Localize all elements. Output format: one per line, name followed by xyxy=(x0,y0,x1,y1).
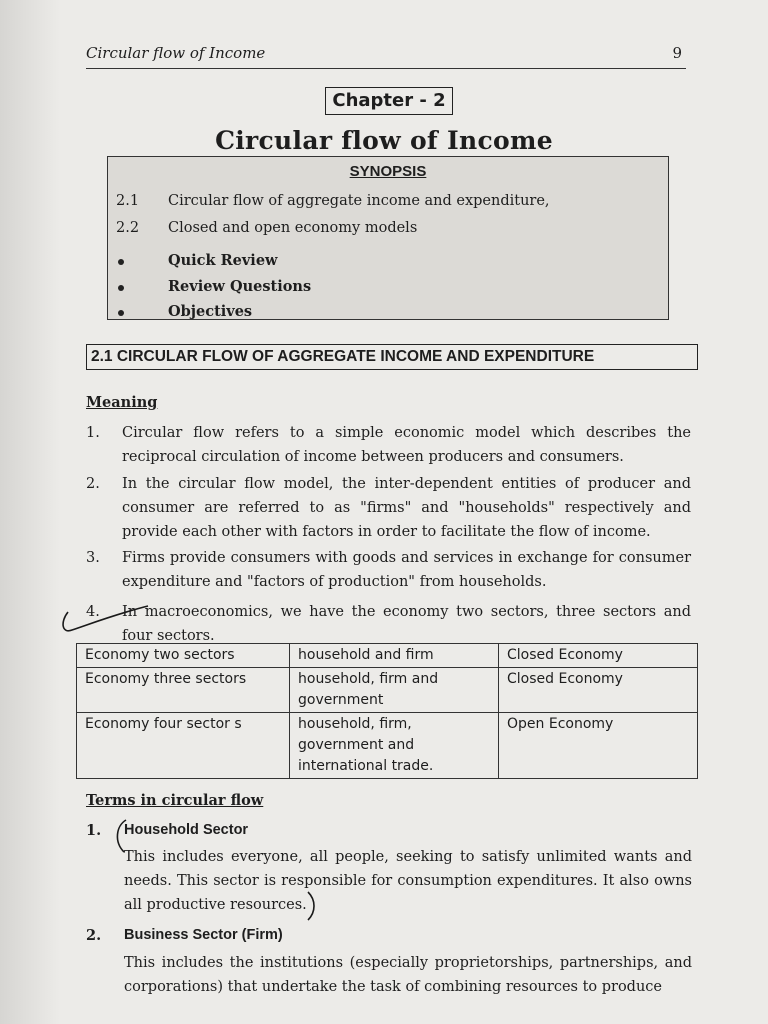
point-number: 4. xyxy=(86,604,100,620)
term-number: 1. xyxy=(86,822,102,839)
synopsis-bullet-text: Quick Review xyxy=(168,252,278,269)
term-name: Business Sector (Firm) xyxy=(124,927,283,943)
table-cell: household, firm, government and international trade. xyxy=(290,713,499,779)
point-number: 1. xyxy=(86,425,100,441)
section-heading: 2.1 CIRCULAR FLOW OF AGGREGATE INCOME AND EXPENDITURE xyxy=(86,344,698,370)
synopsis-item-number: 2.1 xyxy=(116,193,140,209)
table-cell: Economy two sectors xyxy=(77,644,290,668)
table-cell: household and firm xyxy=(290,644,499,668)
synopsis-bullet-text: Objectives xyxy=(168,303,253,320)
chapter-label: Chapter - 2 xyxy=(325,87,453,115)
synopsis-item-number: 2.2 xyxy=(116,220,140,236)
running-title: Circular flow of Income xyxy=(86,44,266,62)
term-number: 2. xyxy=(86,927,102,944)
synopsis-bullet-text: Review Questions xyxy=(168,278,312,295)
bullet-icon xyxy=(118,259,124,265)
terms-heading: Terms in circular flow xyxy=(86,792,264,809)
synopsis-item-text: Circular flow of aggregate income and expenditure, xyxy=(168,193,550,209)
synopsis-item-text: Closed and open economy models xyxy=(168,220,418,236)
point-number: 3. xyxy=(86,550,100,566)
chapter-title: Circular flow of Income xyxy=(215,126,553,155)
table-row xyxy=(77,668,698,713)
table-cell: Closed Economy xyxy=(499,644,698,668)
table-cell: Economy three sectors xyxy=(77,668,290,713)
table-row xyxy=(77,713,698,779)
point-text: Firms provide consumers with goods and services in exchange for consumer expenditure and "factors of production" from households. xyxy=(122,550,691,590)
point-text: Circular flow refers to a simple economic model which describes the reciprocal circulation of income between producers and consumers. xyxy=(122,425,691,465)
synopsis-title: SYNOPSIS xyxy=(349,163,427,180)
term-name: Household Sector xyxy=(124,822,249,838)
table-row xyxy=(77,644,698,668)
header-rule xyxy=(86,68,686,69)
synopsis-box xyxy=(107,156,669,320)
running-header xyxy=(86,44,686,68)
bullet-icon xyxy=(118,285,124,291)
point-text: In the circular flow model, the inter-dependent entities of producer and consumer are referred to as "firms" and "households" respectively and provide each other with factors in order to facilitate the flow of income. xyxy=(122,476,691,540)
bullet-icon xyxy=(118,310,124,316)
point-text: In macroeconomics, we have the economy two sectors, three sectors and four sectors. xyxy=(122,604,691,644)
page-number: 9 xyxy=(672,44,682,62)
economy-sectors-table xyxy=(76,643,698,779)
table-cell: household, firm and government xyxy=(290,668,499,713)
term-description: This includes the institutions (especially proprietorships, partnerships, and corporations) that undertake the task of combining resources to produce xyxy=(124,955,692,995)
table-cell: Open Economy xyxy=(499,713,698,779)
table-cell: Economy four sector s xyxy=(77,713,290,779)
meaning-heading: Meaning xyxy=(86,394,158,411)
table-cell: Closed Economy xyxy=(499,668,698,713)
term-description: This includes everyone, all people, seeking to satisfy unlimited wants and needs. This sector is responsible for consumption expenditures. It also owns all productive resources. xyxy=(124,849,692,913)
point-number: 2. xyxy=(86,476,100,492)
